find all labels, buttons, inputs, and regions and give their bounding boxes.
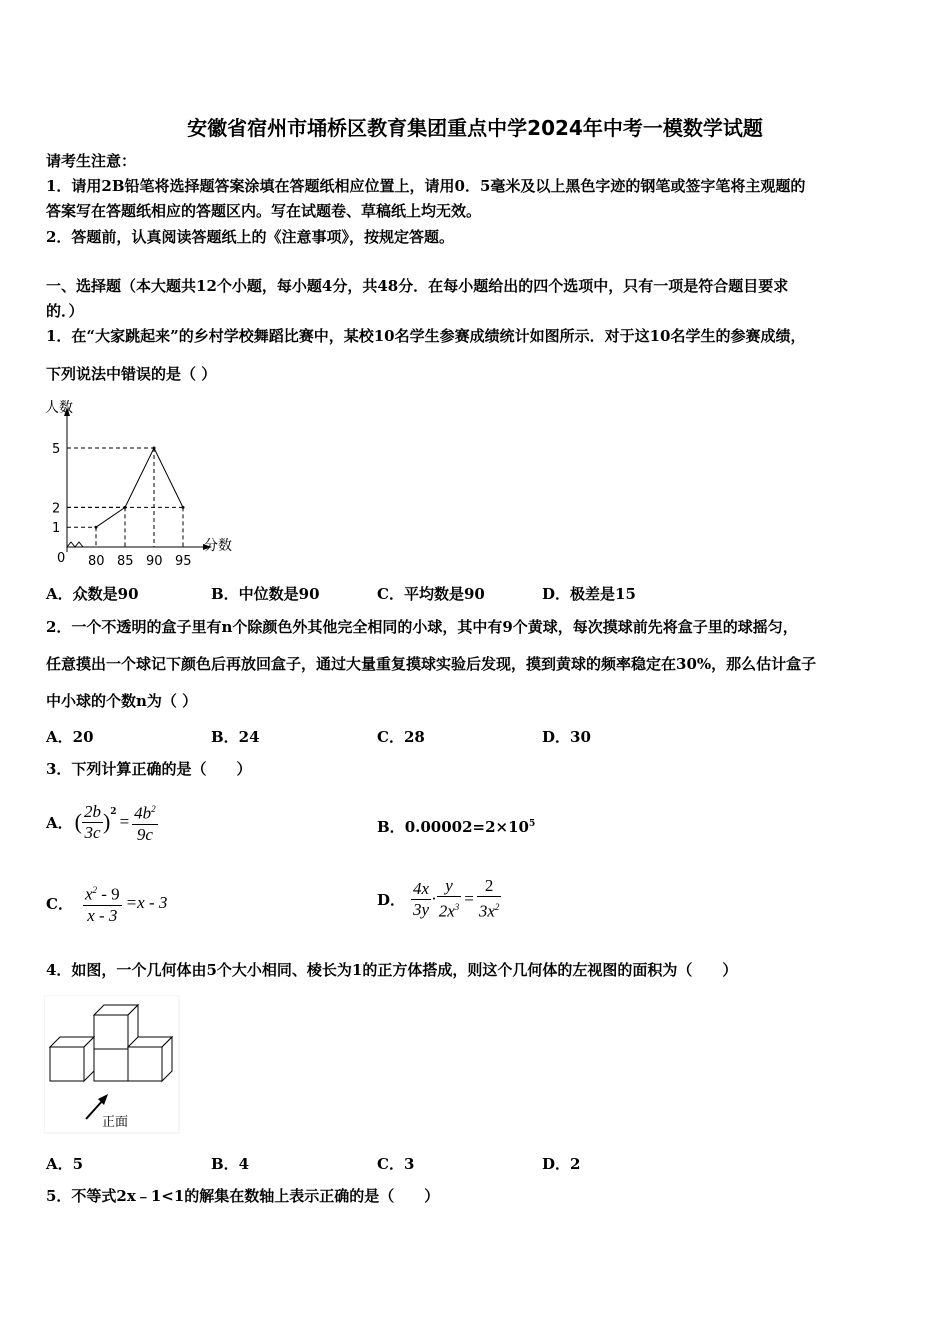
q3-option-c[interactable] — [46, 878, 167, 928]
notice-heading: 请考生注意： — [46, 152, 137, 170]
notice-line-1b: 答案写在答题纸相应的答题区内。写在试题卷、草稿纸上均无效。 — [46, 202, 482, 220]
q3-a-fraction: $\frac{2b}{3c}$ — [83, 801, 101, 842]
q3-stem: 3．下列计算正确的是（ ） — [46, 760, 252, 778]
x-tick-label-80: 80 — [88, 554, 105, 569]
y-tick-label-5: 5 — [52, 442, 61, 457]
q3-d-fraction-1: $\frac{4x}{3y}$ — [413, 878, 430, 919]
page-title: 安徽省宿州市埇桥区教育集团重点中学2024年中考一模数学试题 — [187, 116, 763, 140]
q4-cube-figure — [44, 995, 180, 1135]
x-tick-label-95: 95 — [175, 554, 192, 569]
q4-option-b[interactable]: B．4 — [211, 1155, 250, 1173]
q3-option-b[interactable]: B．$0.00002=2\times 10^5$ — [377, 818, 536, 836]
x-tick-label-90: 90 — [146, 554, 163, 569]
q2-option-b[interactable]: B．24 — [211, 728, 260, 746]
q3-option-d[interactable]: D． $\frac{4x}{3y}$ · $\frac{y}{2x^3}$ = $\frac{2}{3x^2}$ — [377, 876, 500, 921]
notice-line-1a: 1．请用2B铅笔将选择题答案涂填在答题纸相应位置上，请用0．5毫米及以上黑色字迹的钢笔或签字笔将主观题的 — [46, 177, 806, 195]
q4-option-c[interactable]: C．3 — [377, 1155, 415, 1173]
q3-c-fraction: $\frac{x^2 - 9}{x - 3}$ — [83, 880, 122, 926]
data-point-80 — [95, 526, 98, 529]
notice-line-2: 2．答题前，认真阅读答题纸上的《注意事项》，按规定答题。 — [46, 228, 454, 246]
origin-label: 0 — [57, 551, 66, 566]
q5-stem: 5．不等式2x﹣1<1的解集在数轴上表示正确的是（ ） — [46, 1187, 440, 1205]
data-point-95 — [182, 506, 185, 509]
q3-a-rhs-fraction: $\frac{4b^2}{9c}$ — [132, 799, 158, 845]
q1-option-c[interactable]: C．平均数是90 — [377, 585, 485, 603]
q4-option-d[interactable]: D．2 — [542, 1155, 581, 1173]
axis-break — [67, 542, 83, 547]
series-line — [96, 448, 183, 527]
x-tick-label-85: 85 — [117, 554, 134, 569]
q3-option-c-label: C． — [46, 894, 73, 913]
q3-option-a-label: A． — [46, 813, 73, 832]
q4-option-a[interactable]: A．5 — [46, 1155, 84, 1173]
q3-d-fraction-2: $\frac{y}{2x^3}$ — [438, 876, 460, 921]
q4-stem: 4．如图，一个几何体由5个大小相同、棱长为1的正方体搭成，则这个几何体的左视图的面积为（ ） — [46, 961, 738, 979]
x-axis-label: 分数 — [204, 538, 232, 554]
q1-option-a[interactable]: A．众数是90 — [46, 585, 139, 603]
q1-line-chart — [40, 392, 250, 574]
q3-c-rhs: =x - 3 — [125, 893, 168, 912]
y-axis-label: 人数 — [45, 400, 73, 416]
y-tick-label-1: 1 — [52, 521, 61, 537]
data-point-90 — [153, 447, 156, 450]
q3-b-expression: 0.00002=2×10 — [404, 818, 529, 836]
section-heading-line-2: 的．） — [46, 302, 84, 320]
q2-stem-line-2: 任意摸出一个球记下颜色后再放回盒子，通过大量重复摸球实验后发现，摸到黄球的频率稳定在30%，那么估计盒子 — [46, 655, 817, 673]
q3-option-a[interactable]: A． ( $\frac{2b}{3c}$ ) $^2$ = $\frac{4b^2}{9c}$ — [46, 797, 158, 847]
data-point-85 — [124, 506, 127, 509]
q3-d-fraction-3: $\frac{2}{3x^2}$ — [478, 876, 500, 921]
q1-stem-line-1: 1．在“大家跳起来”的乡村学校舞蹈比赛中，某校10名学生参赛成绩统计如图所示．对于这10名学生的参赛成绩， — [46, 327, 806, 345]
front-label: 正面 — [102, 1115, 129, 1130]
q2-option-d[interactable]: D．30 — [542, 728, 591, 746]
q1-option-d[interactable]: D．极差是15 — [542, 585, 636, 603]
q1-stem-line-2: 下列说法中错误的是（ ） — [46, 365, 217, 383]
q3-option-d-label: D． — [377, 890, 406, 909]
q1-option-b[interactable]: B．中位数是90 — [211, 585, 320, 603]
y-tick-label-2: 2 — [52, 501, 61, 517]
q2-stem-line-1: 2．一个不透明的盒子里有n个除颜色外其他完全相同的小球，其中有9个黄球，每次摸球前先将盒子里的球摇匀， — [46, 618, 798, 636]
section-heading-line-1: 一、选择题（本大题共12个小题，每小题4分，共48分．在每小题给出的四个选项中，只有一项是符合题目要求 — [46, 277, 789, 295]
q2-stem-line-3: 中小球的个数n为（ ） — [46, 692, 198, 710]
q2-option-a[interactable]: A．20 — [46, 728, 94, 746]
q2-option-c[interactable]: C．28 — [377, 728, 425, 746]
